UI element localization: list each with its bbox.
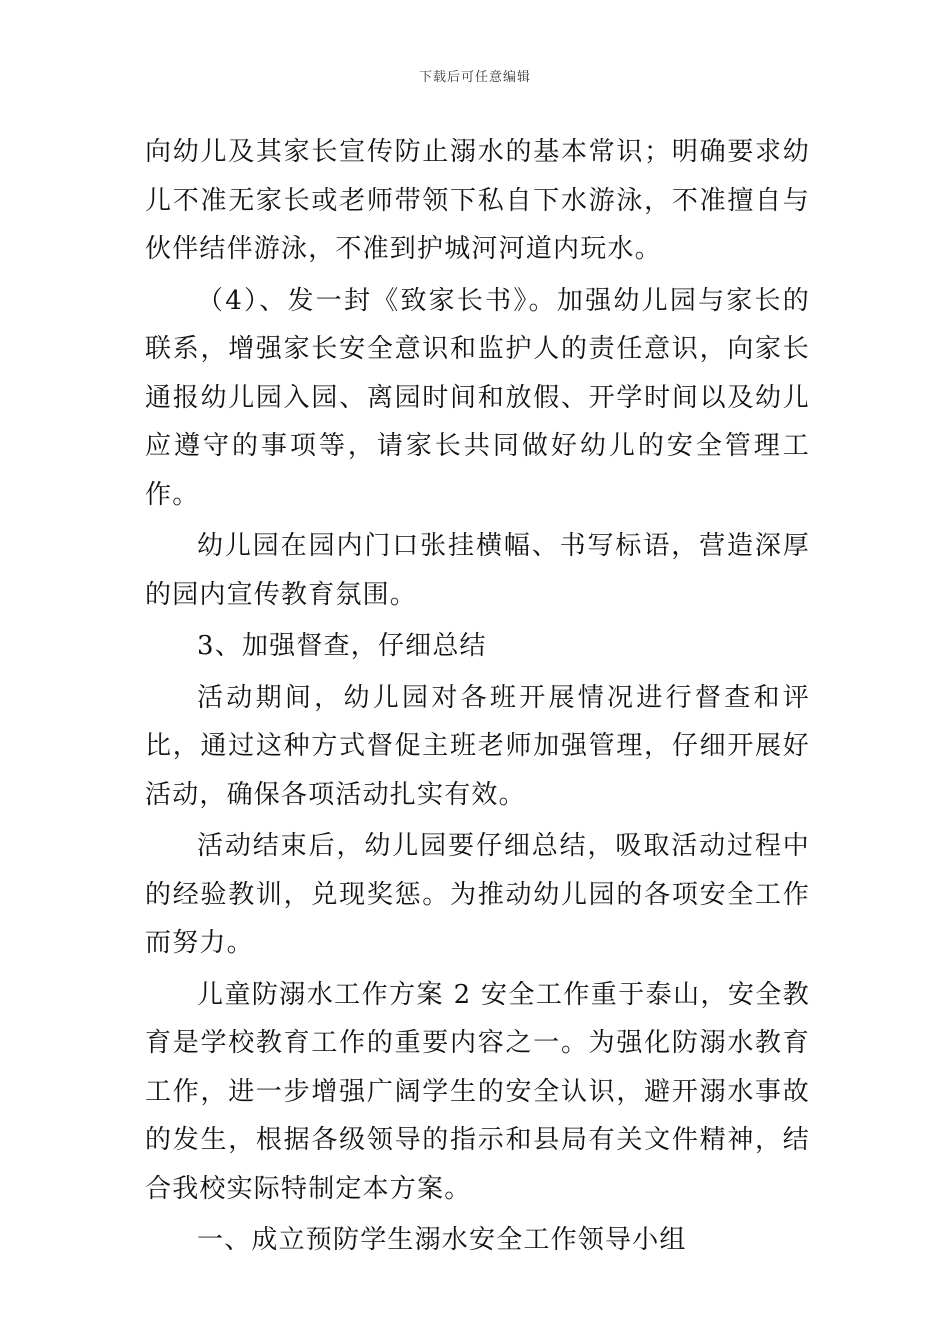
paragraph-parent-letter: （4）、发一封《致家长书》。加强幼儿园与家长的联系，增强家长安全意识和监护人的责任意识，向家长通报幼儿园入园、离园时间和放假、开学时间以及幼儿应遵守的事项等，请家长共同做好幼儿的安全管理工作。 <box>145 285 810 510</box>
paragraph-activity-supervision: 活动期间，幼儿园对各班开展情况进行督查和评比，通过这种方式督促主班老师加强管理，仔细开展好活动，确保各项活动扎实有效。 <box>145 682 810 810</box>
section-heading-supervision: 3、加强督查，仔细总结 <box>197 631 487 661</box>
page-header-note: 下载后可任意编辑 <box>418 70 531 85</box>
paragraph-banners: 幼儿园在园内门口张挂横幅、书写标语，营造深厚的园内宣传教育氛围。 <box>145 531 810 610</box>
section-heading-leadership-group: 一、成立预防学生溺水安全工作领导小组 <box>197 1225 687 1255</box>
document-body <box>145 128 810 1265</box>
paragraph-drowning-knowledge: 向幼儿及其家长宣传防止溺水的基本常识；明确要求幼儿不准无家长或老师带领下私自下水游泳，不准擅自与伙伴结伴游泳，不准到护城河河道内玩水。 <box>145 137 810 264</box>
paragraph-activity-summary: 活动结束后，幼儿园要仔细总结，吸取活动过程中的经验教训，兑现奖惩。为推动幼儿园的各项安全工作而努力。 <box>145 831 810 958</box>
paragraph-plan-2-intro: 儿童防溺水工作方案 2 安全工作重于泰山，安全教育是学校教育工作的重要内容之一。为强化防溺水教育工作，进一步增强广阔学生的安全认识，避开溺水事故的发生，根据各级领导的指示和县局有关文件精神，结合我校实际特制定本方案。 <box>145 979 810 1204</box>
